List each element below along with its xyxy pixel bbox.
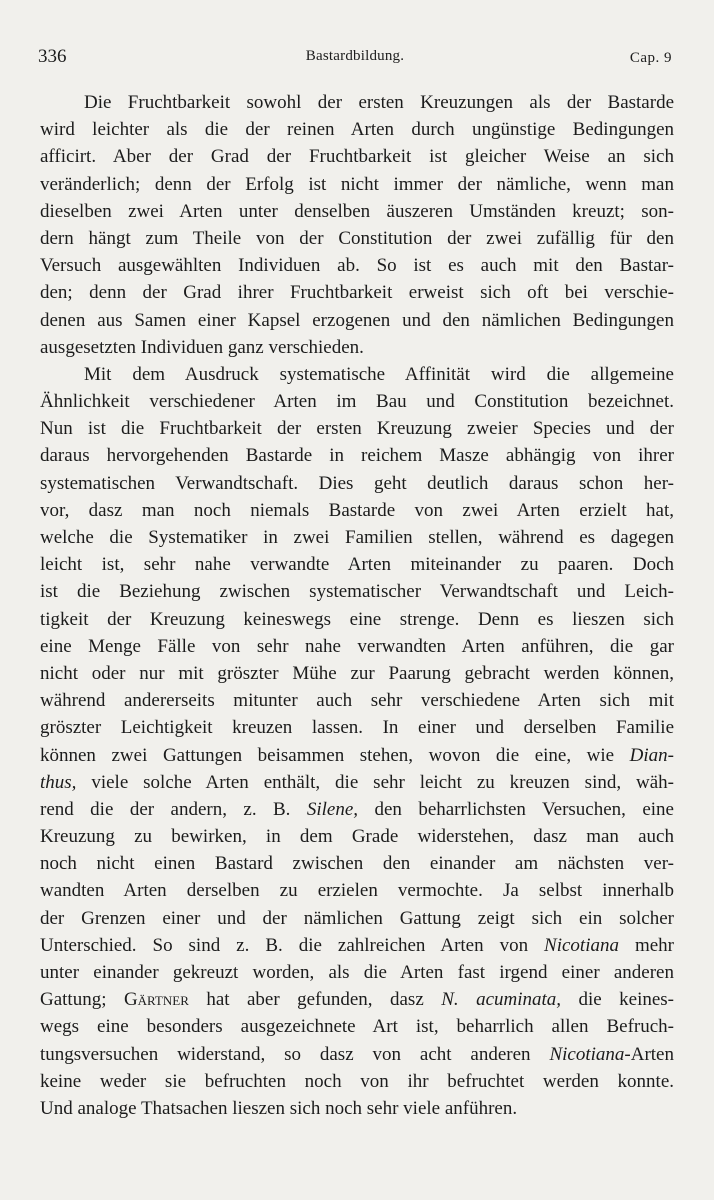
text-segment: tigkeit der Kreuzung keineswegs eine strenge. Denn es lieszen sich — [40, 608, 674, 630]
text-line — [40, 198, 674, 225]
text-segment: keine weder sie befruchten noch von ihr befruchtet werden konnte. — [40, 1070, 674, 1092]
text-segment: wird leichter als die der reinen Arten durch ungünstige Bedingungen — [40, 119, 674, 141]
text-line — [40, 796, 674, 823]
text-segment: afficirt. Aber der Grad der Fruchtbarkeit ist gleicher Weise an sich — [40, 146, 674, 168]
text-segment: viele solche Arten enthält, die sehr leicht zu kreuzen sind, wäh- — [76, 771, 674, 793]
text-line — [40, 1013, 674, 1040]
small-caps-text: Gärtner — [123, 989, 189, 1011]
text-segment: -Arten — [624, 1043, 674, 1065]
text-segment: noch nicht einen Bastard zwischen den einander am nächsten ver- — [40, 853, 674, 875]
text-segment: hat aber gefunden, dasz — [188, 989, 442, 1011]
text-segment: dern hängt zum Theile von der Constitution der zwei zufällig für den — [40, 227, 674, 249]
text-line — [40, 470, 674, 497]
page-header — [38, 46, 672, 74]
text-line — [40, 551, 674, 578]
text-segment: veränderlich; denn der Erfolg ist nicht immer der nämliche, wenn man — [40, 173, 674, 195]
text-line — [40, 442, 674, 469]
text-segment: eine Menge Fälle von sehr nahe verwandten Arten anführen, die gar — [40, 635, 674, 657]
text-line — [40, 687, 674, 714]
text-segment: Kreuzung zu bewirken, in dem Grade widerstehen, dasz man auch — [40, 826, 674, 848]
text-segment: Die Fruchtbarkeit sowohl der ersten Kreuzungen als der Bastarde — [84, 92, 674, 113]
text-line — [40, 932, 674, 959]
italic-text: Silene, — [306, 798, 359, 820]
chapter-label: Cap. 9 — [629, 50, 672, 66]
text-segment: den; denn der Grad ihrer Fruchtbarkeit erweist sich oft bei verschie- — [40, 282, 674, 304]
text-segment: gröszter Leichtigkeit kreuzen lassen. In einer und derselben Familie — [40, 717, 674, 739]
text-line — [40, 1095, 674, 1122]
text-line — [40, 606, 674, 633]
text-segment: können zwei Gattungen beisammen stehen, wovon die eine, wie — [40, 744, 630, 766]
text-segment: ausgesetzten Individuen ganz verschieden. — [40, 336, 364, 358]
text-segment: Ähnlichkeit verschiedener Arten im Bau und Constitution bezeichnet. — [40, 391, 674, 413]
text-segment: die keines- — [561, 989, 675, 1011]
text-line — [40, 524, 674, 551]
text-segment: leicht ist, sehr nahe verwandte Arten miteinander zu paaren. Doch — [40, 554, 674, 576]
text-line — [40, 823, 674, 850]
text-line — [40, 388, 674, 415]
text-segment: vor, dasz man noch niemals Bastarde von zwei Arten erzielt hat, — [40, 499, 674, 521]
text-line — [40, 1068, 674, 1095]
text-line — [40, 171, 674, 198]
text-segment: unter einander gekreuzt worden, als die Arten fast irgend einer anderen — [40, 962, 674, 983]
text-line — [40, 578, 674, 605]
text-segment: Und analoge Thatsachen lieszen sich noch sehr viele anführen. — [40, 1097, 518, 1119]
text-segment: wegs eine besonders ausgezeichnete Art ist, beharrlich allen Befruch- — [40, 1016, 674, 1038]
text-line — [40, 143, 674, 170]
text-line — [40, 89, 674, 116]
text-line — [40, 497, 674, 524]
text-line — [40, 1041, 674, 1068]
text-line — [40, 415, 674, 442]
text-segment: denen aus Samen einer Kapsel erzogenen und den nämlichen Bedingungen — [40, 309, 674, 331]
text-line — [40, 959, 674, 986]
italic-text: Dian- — [629, 744, 674, 766]
text-segment: Nun ist die Fruchtbarkeit der ersten Kreuzung zweier Species und der — [40, 418, 674, 440]
text-segment: dieselben zwei Arten unter denselben äuszeren Umständen kreuzt; son- — [40, 200, 674, 222]
text-line — [40, 905, 674, 932]
text-segment: systematischen Verwandtschaft. Dies geht deutlich daraus schon her- — [40, 472, 674, 494]
text-segment: der Grenzen einer und der nämlichen Gattung zeigt sich ein solcher — [40, 907, 674, 929]
text-line — [40, 714, 674, 741]
text-line — [40, 334, 674, 361]
body-text — [40, 89, 674, 1122]
text-line — [40, 116, 674, 143]
text-segment: tungsversuchen widerstand, so dasz von acht anderen — [40, 1043, 550, 1065]
text-segment: Versuch ausgewählten Individuen ab. So ist es auch mit den Bastar- — [40, 255, 674, 277]
text-segment: wandten Arten derselben zu erzielen vermochte. Ja selbst innerhalb — [40, 880, 674, 902]
text-line — [40, 252, 674, 279]
text-segment: den beharrlichsten Versuchen, eine — [358, 798, 674, 820]
text-line — [40, 986, 674, 1013]
text-line — [40, 633, 674, 660]
text-line — [40, 850, 674, 877]
italic-text: Nicotiana — [544, 934, 619, 956]
text-line — [40, 769, 674, 796]
italic-text: Nicotiana — [549, 1043, 625, 1065]
page-number: 336 — [38, 46, 67, 67]
text-segment: welche die Systematiker in zwei Familien stellen, während es dagegen — [40, 527, 674, 548]
text-segment: mehr — [619, 934, 675, 956]
text-segment: während andererseits mitunter auch sehr verschiedene Arten sich mit — [40, 690, 674, 712]
text-segment: ist die Beziehung zwischen systematischer Verwandtschaft und Leich- — [40, 581, 674, 603]
italic-text: thus, — [40, 771, 77, 793]
text-line — [40, 361, 674, 388]
text-line — [40, 225, 674, 252]
text-line — [40, 877, 674, 904]
text-segment: nicht oder nur mit gröszter Mühe zur Paarung gebracht werden können, — [40, 662, 674, 684]
text-segment: rend die der andern, z. B. — [40, 798, 307, 820]
text-segment: Unterschied. So sind z. B. die zahlreichen Arten von — [40, 934, 545, 956]
text-line — [40, 307, 674, 334]
text-segment: Mit dem Ausdruck systematische Affinität wird die allgemeine — [84, 363, 674, 385]
text-line — [40, 660, 674, 687]
text-line — [40, 279, 674, 306]
running-title: Bastardbildung. — [305, 48, 405, 64]
italic-text: N. acuminata, — [441, 989, 562, 1011]
text-segment: Gattung; — [40, 989, 124, 1011]
text-line — [40, 742, 674, 769]
text-segment: daraus hervorgehenden Bastarde in reichem Masze abhängig von ihrer — [40, 445, 674, 467]
